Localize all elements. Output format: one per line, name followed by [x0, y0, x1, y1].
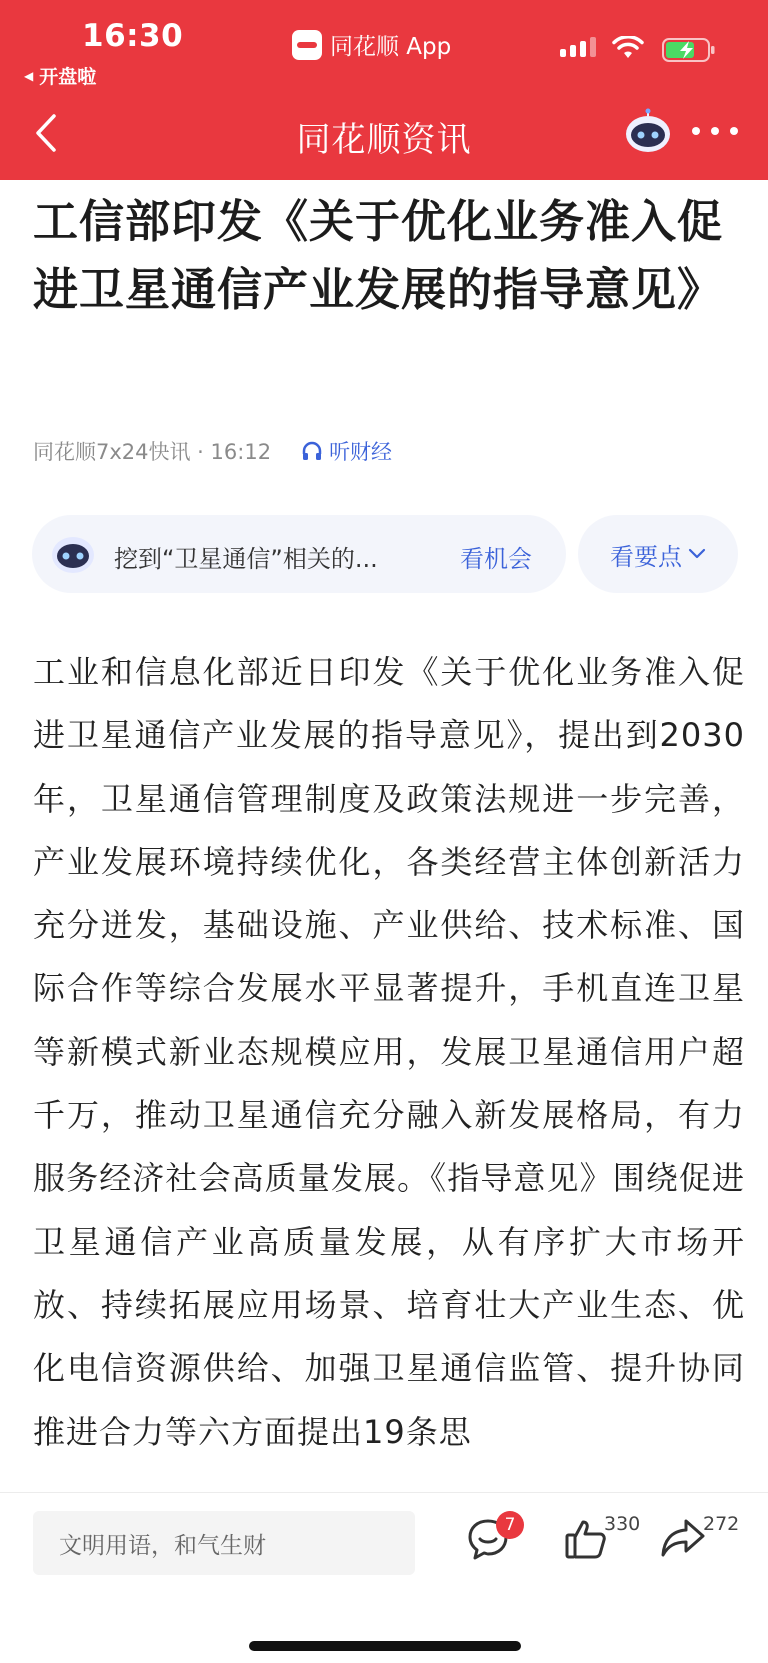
ai-opportunity-pill[interactable] [32, 515, 566, 593]
status-time: 16:30 [82, 18, 184, 54]
chevron-down-icon [688, 548, 706, 560]
bottom-action-bar [0, 1492, 768, 1663]
listen-label: 听财经 [329, 440, 393, 464]
back-to-app-link[interactable] [24, 62, 96, 89]
article-source: 同花顺7x24快讯 · 16:12 [33, 440, 272, 464]
signal-icon [560, 37, 596, 57]
home-indicator [249, 1641, 521, 1651]
ai-prompt-text: 挖到“卫星通信”相关的... [114, 545, 378, 573]
back-triangle-icon: ◀ [24, 68, 34, 83]
robot-icon [50, 529, 96, 577]
article-headline: 工信部印发《关于优化业务准入促进卫星通信产业发展的指导意见》 [33, 195, 724, 316]
app-indicator [292, 28, 451, 61]
ai-assistant-row [32, 515, 738, 593]
status-bar [0, 0, 768, 96]
more-dot [692, 127, 700, 135]
headphones-icon [301, 440, 323, 462]
key-points-label: 看要点 [610, 542, 682, 571]
more-dot [711, 127, 719, 135]
nav-bar [0, 96, 768, 180]
key-points-button[interactable] [578, 515, 738, 593]
more-dot [730, 127, 738, 135]
back-app-label: 开盘啦 [39, 66, 97, 88]
app-logo-icon [292, 30, 322, 60]
share-icon[interactable] [660, 1517, 706, 1559]
robot-icon[interactable] [624, 108, 672, 154]
wifi-icon [612, 36, 644, 60]
more-button[interactable] [692, 116, 738, 146]
nav-title: 同花顺资讯 [296, 120, 472, 160]
article-meta [33, 436, 392, 466]
article-body: 工业和信息化部近日印发《关于优化业务准入促进卫星通信产业发展的指导意见》，提出到2030年，卫星通信管理制度及政策法规进一步完善，产业发展环境持续优化，各类经营主体创新活力充分迸发，基础设施、产业供给、技术标准、国际合作等综合发展水平显著提升，手机直连卫星等新模式新业态规模应用，发展卫星通信用户超千万，推动卫星通信充分融入新发展格局，有力服务经济社会高质量发展。《指导意见》围绕促进卫星通信产业高质量发展，从有序扩大市场开放、持续拓展应用场景、培育壮大产业生态、优化电信资源供给、加强卫星通信监管、提升协同推进合力等六方面提出19条思 [33, 653, 745, 1451]
battery-icon [662, 38, 716, 62]
view-opportunity-button[interactable]: 看机会 [460, 545, 532, 573]
like-icon[interactable] [564, 1517, 608, 1561]
app-name: 同花顺 App [330, 34, 452, 60]
top-header [0, 0, 768, 180]
share-count: 272 [703, 1513, 740, 1535]
comment-count-badge: 7 [496, 1511, 524, 1539]
like-count: 330 [604, 1513, 641, 1535]
listen-button[interactable] [301, 436, 392, 466]
comment-input[interactable]: 文明用语，和气生财 [33, 1511, 415, 1575]
